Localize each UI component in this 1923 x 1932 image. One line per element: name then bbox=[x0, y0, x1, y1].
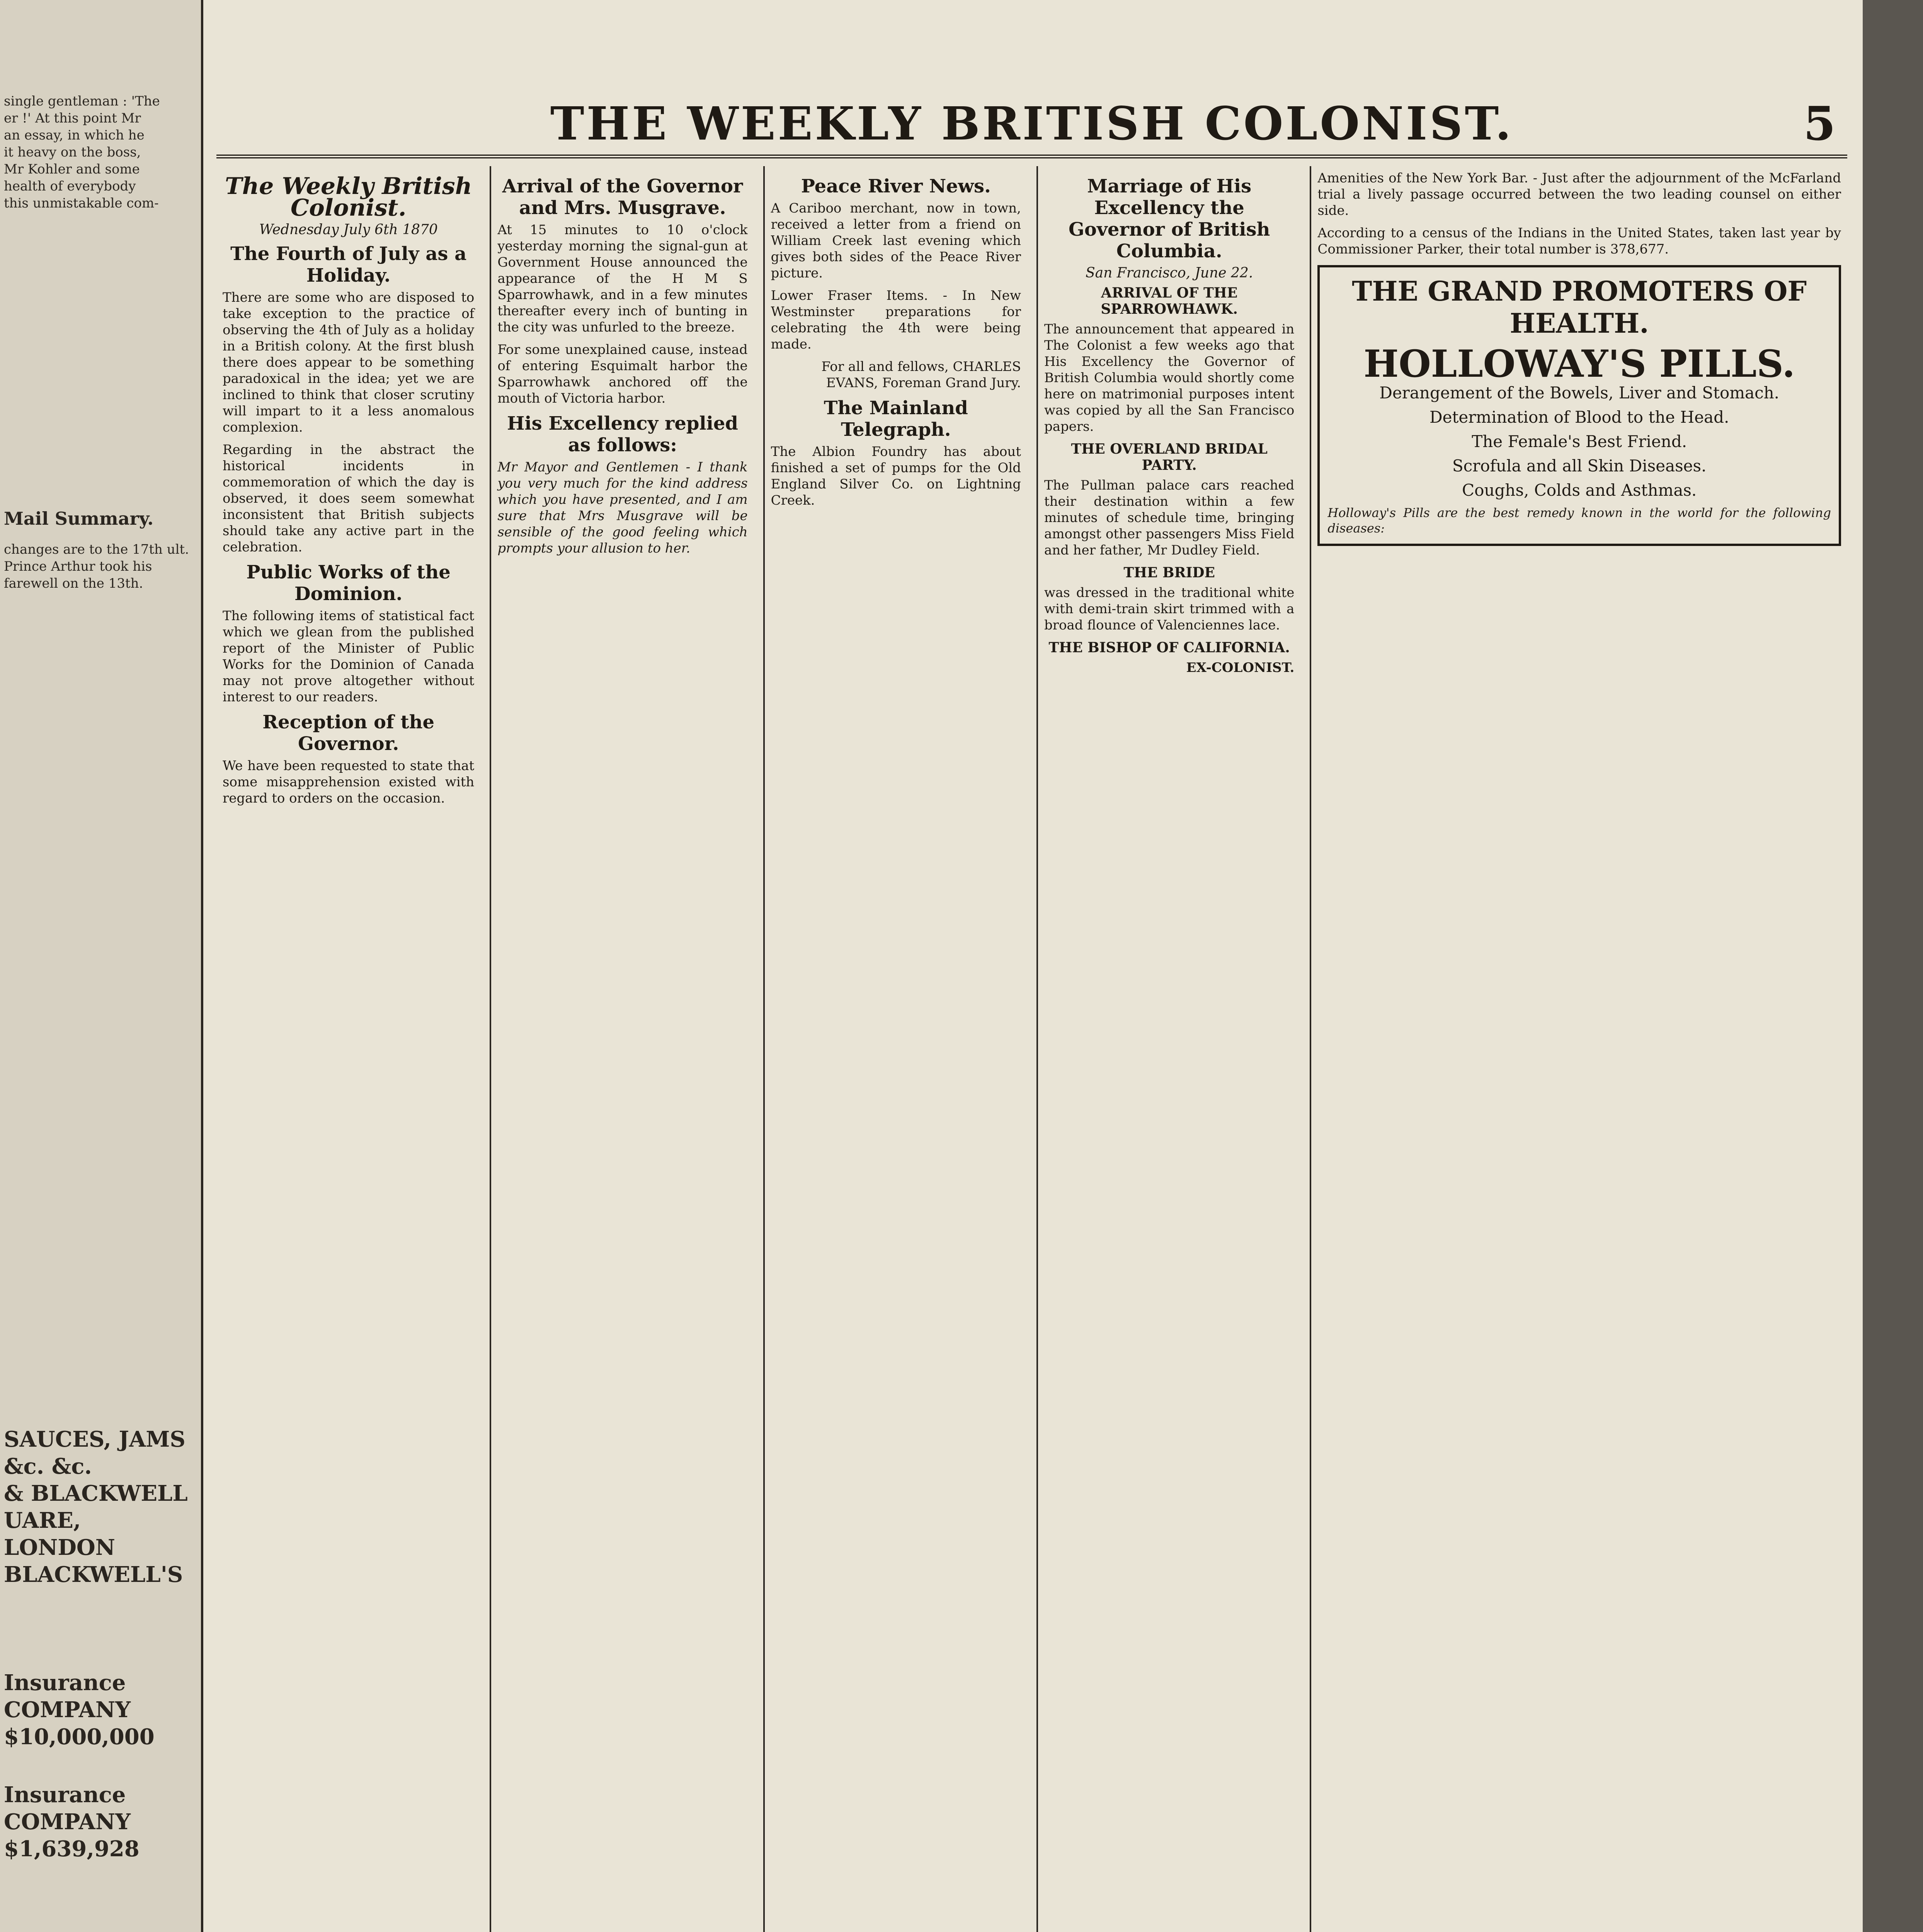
adjacent-page-fragment bbox=[0, 0, 203, 1932]
headline-mainland-telegraph: The Mainland Telegraph. bbox=[824, 397, 968, 440]
left-fragment-3: changes are to the 17th ult. Prince Arthur took his farewell on the 13th. bbox=[4, 542, 189, 591]
flag-title: The Weekly British Colonist. bbox=[225, 173, 472, 221]
article-paragraph: was dressed in the traditional white with demi-train skirt trimmed with a broad flounce of Valenciennes lace. bbox=[1044, 585, 1295, 633]
article-paragraph: The Albion Foundry has about finished a set of pumps for the Old England Silver Co. on Lightning Creek. bbox=[771, 444, 1021, 508]
ad-subheading: Scrofula and all Skin Diseases. bbox=[1452, 456, 1707, 475]
left-fragment-5: Insurance COMPANY $10,000,000 bbox=[4, 1670, 155, 1750]
left-fragment-4: SAUCES, JAMS &c. &c. & BLACKWELL UARE, LONDON BLACKWELL'S bbox=[4, 1427, 188, 1587]
article-signature: For all and fellows, CHARLES EVANS, Foreman Grand Jury. bbox=[821, 359, 1021, 391]
headline-reception-governor: Reception of the Governor. bbox=[262, 711, 435, 755]
ad-subheading: The Female's Best Friend. bbox=[1472, 432, 1687, 451]
column-3 bbox=[763, 166, 1027, 1932]
column-4 bbox=[1036, 166, 1300, 1932]
page-number: 5 bbox=[1803, 97, 1836, 151]
article-paragraph: The following items of statistical fact which we glean from the published report of the Minister of Public Works for the Dominion of Canada may not prove altogether without interest to our readers. bbox=[223, 608, 475, 705]
headline-fourth-of-july: The Fourth of July as a Holiday. bbox=[230, 243, 467, 286]
issue-date: Wednesday July 6th 1870 bbox=[259, 222, 438, 238]
masthead bbox=[216, 93, 1847, 158]
article-columns bbox=[216, 166, 1847, 1932]
column-2 bbox=[490, 166, 754, 1932]
ad-closing: Holloway's Pills are the best remedy known in the world for the following diseases: bbox=[1327, 505, 1831, 536]
masthead-title: THE WEEKLY BRITISH COLONIST. bbox=[550, 97, 1514, 150]
left-fragment-6: Insurance COMPANY $1,639,928 bbox=[4, 1782, 140, 1862]
subheading: THE OVERLAND BRIDAL PARTY. bbox=[1071, 441, 1268, 473]
article-paragraph: Regarding in the abstract the historical incidents in commemoration of which the day is observed, it does seem somewhat inconsistent that British subjects should take any active part in the celebration. bbox=[223, 442, 475, 555]
column-5 bbox=[1310, 166, 1847, 1932]
left-fragment-2: Mail Summary. bbox=[4, 508, 154, 529]
article-paragraph: For some unexplained cause, instead of entering Esquimalt harbor the Sparrowhawk anchored off the mouth of Victoria harbor. bbox=[497, 342, 748, 406]
headline-public-works: Public Works of the Dominion. bbox=[246, 561, 451, 605]
newspaper-page bbox=[216, 77, 1847, 1932]
headline-arrival-governor: Arrival of the Governor and Mrs. Musgrave. bbox=[502, 175, 743, 219]
article-paragraph: At 15 minutes to 10 o'clock yesterday morning the signal-gun at Government House announced the appearance of the H M S Sparrowhawk, and in a few minutes thereafter every inch of bunting in the city was unfurled to the breeze. bbox=[497, 222, 748, 335]
ad-title: HOLLOWAY'S PILLS. bbox=[1363, 342, 1795, 386]
subheading: THE BRIDE bbox=[1123, 565, 1215, 581]
article-paragraph: We have been requested to state that some misapprehension existed with regard to orders on the occasion. bbox=[223, 758, 475, 806]
article-paragraph: Mr Mayor and Gentlemen - I thank you very much for the kind address which you have presented, and I am sure that Mrs Musgrave will be sensible of the good feeling which prompts your allusion to her. bbox=[497, 459, 748, 556]
subheading: THE BISHOP OF CALIFORNIA. bbox=[1048, 639, 1290, 656]
headline-excellency-replied: His Excellency replied as follows: bbox=[507, 413, 738, 456]
ad-subheading: Coughs, Colds and Asthmas. bbox=[1462, 481, 1697, 500]
left-fragment-1: single gentleman : 'The er !' At this point Mr an essay, in which he it heavy on the boss, Mr Kohler and some health of everybody this unmistakable com- bbox=[4, 94, 160, 211]
holloway-pills-ad bbox=[1317, 265, 1841, 546]
article-paragraph: Lower Fraser Items. - In New Westminster preparations for celebrating the 4th were being made. bbox=[771, 288, 1021, 352]
article-paragraph: Amenities of the New York Bar. - Just after the adjournment of the McFarland trial a lively passage occurred between the two leading counsel on either side. bbox=[1317, 170, 1841, 218]
headline-marriage-governor: Marriage of His Excellency the Governor of British Columbia. bbox=[1068, 175, 1270, 262]
article-paragraph: The announcement that appeared in The Colonist a few weeks ago that His Excellency the Governor of British Columbia would shortly come here on matrimonial purposes intent was copied by all the San Francisco papers. bbox=[1044, 321, 1295, 434]
article-signature: EX-COLONIST. bbox=[1186, 660, 1295, 675]
article-paragraph: There are some who are disposed to take exception to the practice of observing the 4th of July as a holiday in a British colony. At the first blush there does appear to be something paradoxical in the idea; yet we are inclined to think that closer scrutiny will impart to it a less anomalous complexion. bbox=[223, 290, 475, 435]
dateline: San Francisco, June 22. bbox=[1086, 265, 1253, 281]
column-1 bbox=[216, 166, 480, 1932]
ad-subheading: Determination of Blood to the Head. bbox=[1429, 408, 1729, 427]
article-paragraph: The Pullman palace cars reached their destination within a few minutes of schedule time, bringing amongst other passengers Miss Field and her father, Mr Dudley Field. bbox=[1044, 478, 1295, 558]
article-paragraph: According to a census of the Indians in the United States, taken last year by Commissioner Parker, their total number is 378,677. bbox=[1317, 225, 1841, 257]
ad-subheading: Derangement of the Bowels, Liver and Stomach. bbox=[1379, 383, 1780, 402]
book-binding-edge bbox=[1863, 0, 1923, 1932]
subheading: ARRIVAL OF THE SPARROWHAWK. bbox=[1101, 285, 1238, 317]
headline-peace-river: Peace River News. bbox=[801, 175, 991, 197]
article-paragraph: A Cariboo merchant, now in town, received a letter from a friend on William Creek last evening which gives both sides of the Peace River picture. bbox=[771, 201, 1021, 281]
ad-header: THE GRAND PROMOTERS OF HEALTH. bbox=[1352, 275, 1807, 339]
